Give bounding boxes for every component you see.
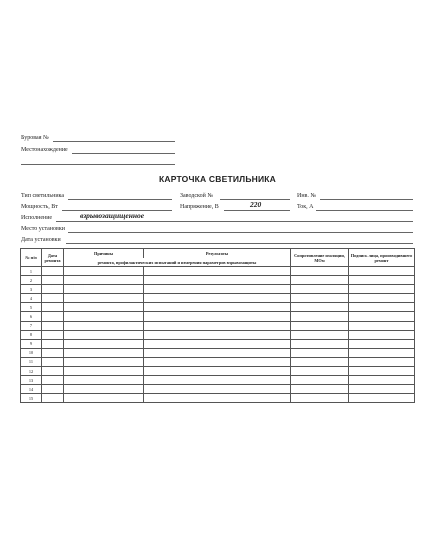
cell-signature[interactable]: [349, 357, 415, 366]
cell-signature[interactable]: [349, 394, 415, 403]
cell-signature[interactable]: [349, 303, 415, 312]
cell-date[interactable]: [42, 385, 64, 394]
cell-insulation[interactable]: [291, 385, 349, 394]
cell-causes[interactable]: [64, 385, 144, 394]
cell-signature[interactable]: [349, 312, 415, 321]
cell-insulation[interactable]: [291, 339, 349, 348]
lamp-type-field[interactable]: [68, 199, 172, 200]
version-field[interactable]: [56, 221, 413, 222]
cell-results[interactable]: [144, 339, 291, 348]
row-number: 4: [21, 294, 42, 303]
cell-results[interactable]: [144, 330, 291, 339]
table-row: [21, 267, 415, 276]
table-row: [21, 330, 415, 339]
cell-results[interactable]: [144, 285, 291, 294]
cell-results[interactable]: [144, 394, 291, 403]
cell-date[interactable]: [42, 294, 64, 303]
row-number: 13: [21, 376, 42, 385]
cell-causes[interactable]: [64, 294, 144, 303]
cell-insulation[interactable]: [291, 294, 349, 303]
cell-causes[interactable]: [64, 357, 144, 366]
row-number: 9: [21, 339, 42, 348]
cell-results[interactable]: [144, 376, 291, 385]
table-row: [21, 312, 415, 321]
card-title: КАРТОЧКА СВЕТИЛЬНИКА: [158, 174, 277, 184]
current-label: Ток, А: [297, 204, 314, 210]
current-field[interactable]: [316, 210, 413, 211]
row-number: 12: [21, 367, 42, 376]
cell-signature[interactable]: [349, 348, 415, 357]
cell-causes[interactable]: [64, 303, 144, 312]
cell-causes[interactable]: [64, 394, 144, 403]
cell-date[interactable]: [42, 339, 64, 348]
cell-results[interactable]: [144, 267, 291, 276]
row-number: 15: [21, 394, 42, 403]
cell-insulation[interactable]: [291, 312, 349, 321]
cell-results[interactable]: [144, 321, 291, 330]
version-value: взрывозащищенное: [80, 211, 145, 220]
cell-date[interactable]: [42, 376, 64, 385]
col-date-header: Дата ремонта: [42, 249, 64, 267]
cell-results[interactable]: [144, 294, 291, 303]
cell-results[interactable]: [144, 385, 291, 394]
cell-results[interactable]: [144, 367, 291, 376]
location-field-line2[interactable]: [21, 164, 175, 165]
row-number: 14: [21, 385, 42, 394]
cell-insulation[interactable]: [291, 348, 349, 357]
voltage-field[interactable]: [224, 210, 290, 211]
cell-causes[interactable]: [64, 267, 144, 276]
table-row: [21, 339, 415, 348]
table-row: [21, 294, 415, 303]
location-label: Местонахождение: [21, 147, 68, 153]
cell-causes[interactable]: [64, 276, 144, 285]
cell-causes[interactable]: [64, 285, 144, 294]
table-row: [21, 376, 415, 385]
install-date-label: Дата установки: [21, 237, 61, 243]
row-number: 6: [21, 312, 42, 321]
cell-date[interactable]: [42, 267, 64, 276]
cell-insulation[interactable]: [291, 276, 349, 285]
row-number: 10: [21, 348, 42, 357]
cell-signature[interactable]: [349, 367, 415, 376]
cell-signature[interactable]: [349, 285, 415, 294]
cell-date[interactable]: [42, 357, 64, 366]
cell-insulation[interactable]: [291, 357, 349, 366]
cell-signature[interactable]: [349, 276, 415, 285]
inv-no-label: Инв. №: [297, 193, 317, 199]
cell-insulation[interactable]: [291, 303, 349, 312]
table-row: [21, 357, 415, 366]
cell-causes[interactable]: [64, 321, 144, 330]
voltage-label: Напряжение, В: [180, 204, 219, 210]
table-header-row: [21, 249, 415, 259]
row-number: 5: [21, 303, 42, 312]
cell-signature[interactable]: [349, 294, 415, 303]
cell-insulation[interactable]: [291, 267, 349, 276]
cell-results[interactable]: [144, 312, 291, 321]
table-row: [21, 348, 415, 357]
cell-causes[interactable]: [64, 367, 144, 376]
cell-date[interactable]: [42, 367, 64, 376]
table-row: [21, 303, 415, 312]
table-row: [21, 285, 415, 294]
install-place-field[interactable]: [68, 232, 413, 233]
voltage-value: 220: [250, 200, 262, 209]
cell-date[interactable]: [42, 303, 64, 312]
cell-insulation[interactable]: [291, 376, 349, 385]
col-results-header: Результаты: [144, 249, 291, 259]
row-number: 7: [21, 321, 42, 330]
cell-signature[interactable]: [349, 376, 415, 385]
table-row: [21, 394, 415, 403]
install-date-field[interactable]: [66, 243, 413, 244]
cell-insulation[interactable]: [291, 330, 349, 339]
cell-causes[interactable]: [64, 339, 144, 348]
col-causes-sub-header: ремонта, профилактических испытаний и измерения параметров взрывозащиты: [64, 258, 291, 267]
col-causes-header: Причины: [64, 249, 144, 259]
cell-signature[interactable]: [349, 267, 415, 276]
row-number: 8: [21, 330, 42, 339]
cell-date[interactable]: [42, 312, 64, 321]
table-row: [21, 385, 415, 394]
row-number: 2: [21, 276, 42, 285]
cell-causes[interactable]: [64, 312, 144, 321]
install-place-label: Место установки: [21, 226, 65, 232]
col-signature-header: Подпись лица, производившего ремонт: [349, 249, 415, 267]
rig-field[interactable]: [53, 141, 175, 142]
table-row: [21, 367, 415, 376]
cell-insulation[interactable]: [291, 394, 349, 403]
version-label: Исполнение: [21, 215, 53, 221]
col-no-header: № п/п: [21, 249, 42, 267]
cell-results[interactable]: [144, 303, 291, 312]
cell-signature[interactable]: [349, 385, 415, 394]
repair-table: [20, 248, 415, 403]
cell-date[interactable]: [42, 394, 64, 403]
cell-causes[interactable]: [64, 376, 144, 385]
cell-results[interactable]: [144, 276, 291, 285]
cell-insulation[interactable]: [291, 321, 349, 330]
cell-results[interactable]: [144, 357, 291, 366]
cell-results[interactable]: [144, 348, 291, 357]
rig-label: Буровая №: [21, 135, 49, 141]
cell-insulation[interactable]: [291, 367, 349, 376]
cell-signature[interactable]: [349, 339, 415, 348]
cell-date[interactable]: [42, 348, 64, 357]
row-number: 3: [21, 285, 42, 294]
cell-date[interactable]: [42, 276, 64, 285]
col-insulation-header: Сопротивление изоляции, МОм: [291, 249, 349, 267]
row-number: 11: [21, 357, 42, 366]
table-row: [21, 321, 415, 330]
cell-signature[interactable]: [349, 330, 415, 339]
lamp-type-label: Тип светильника: [21, 193, 65, 199]
cell-date[interactable]: [42, 321, 64, 330]
cell-insulation[interactable]: [291, 285, 349, 294]
cell-causes[interactable]: [64, 348, 144, 357]
cell-signature[interactable]: [349, 321, 415, 330]
inv-no-field[interactable]: [320, 199, 413, 200]
row-number: 1: [21, 267, 42, 276]
cell-date[interactable]: [42, 330, 64, 339]
table-row: [21, 276, 415, 285]
cell-causes[interactable]: [64, 330, 144, 339]
location-field[interactable]: [72, 153, 175, 154]
power-label: Мощность, Вт: [21, 204, 58, 210]
cell-date[interactable]: [42, 285, 64, 294]
factory-no-label: Заводской №: [180, 193, 214, 199]
